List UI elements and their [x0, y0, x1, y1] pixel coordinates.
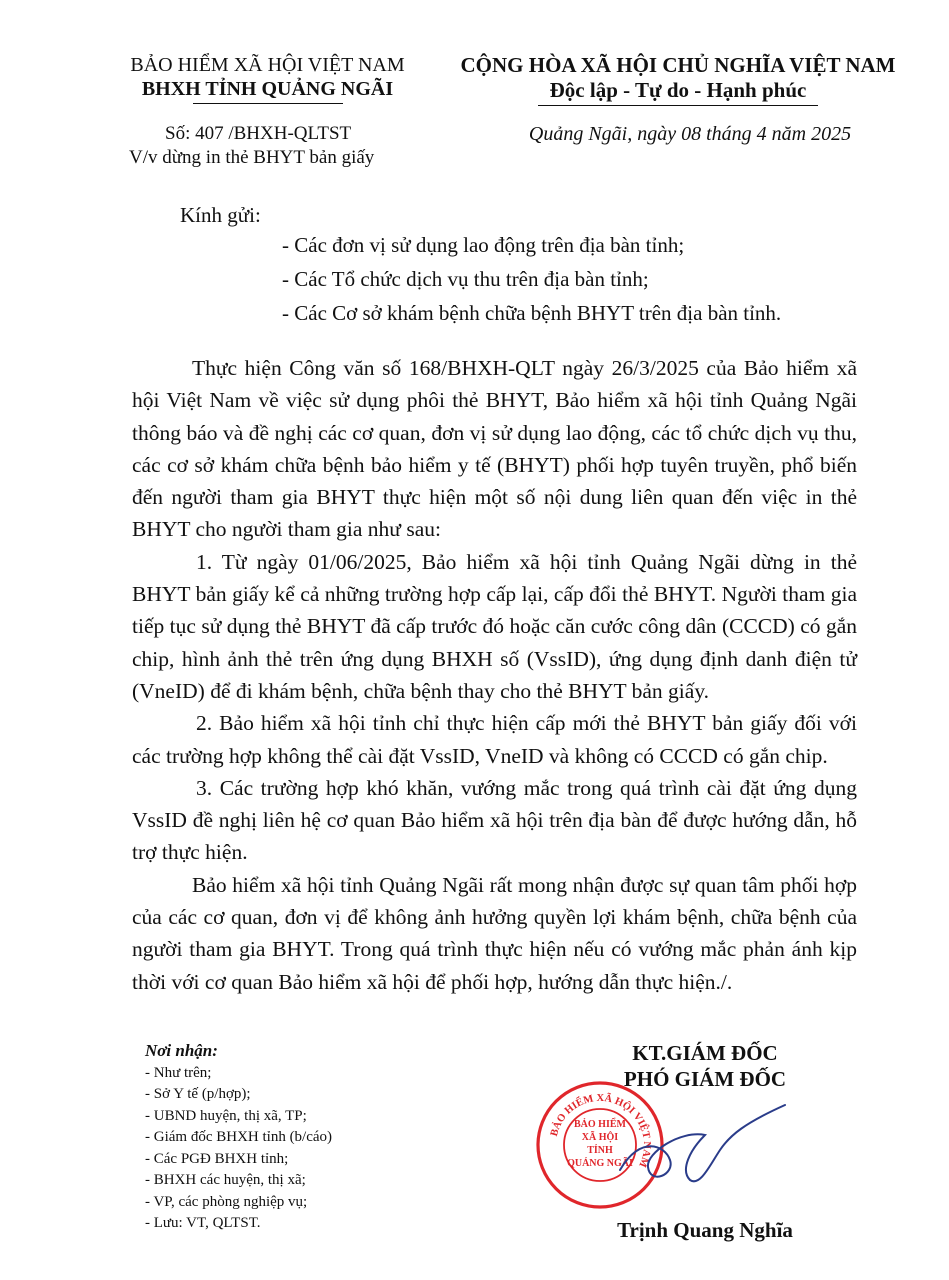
parent-organization: BẢO HIỂM XÃ HỘI VIỆT NAM	[130, 54, 405, 76]
receiver-item: - Như trên;	[145, 1064, 212, 1081]
item-3-paragraph: 3. Các trường hợp khó khăn, vướng mắc trong quá trình cài đặt ứng dụng VssID đề nghị liên hệ cơ quan Bảo hiểm xã hội trên địa bàn để được hướng dẫn, hỗ trợ thực hiện.	[132, 775, 857, 865]
signer-name: Trịnh Quang Nghĩa	[617, 1218, 793, 1242]
item-1-paragraph: 1. Từ ngày 01/06/2025, Bảo hiểm xã hội tỉnh Quảng Ngãi dừng in thẻ BHYT bản giấy kể cả những trường hợp cấp lại, cấp đổi thẻ BHYT. Người tham gia tiếp tục sử dụng thẻ BHYT đã cấp trước đó hoặc căn cước công dân (CCCD) có gắn chip, hình ảnh thẻ trên ứng dụng BHXH số (VssID), ứng dụng định danh điện tử (VneID) để đi khám bệnh, chữa bệnh thay cho thẻ BHYT bản giấy.	[132, 549, 857, 703]
seal-center-line: BẢO HIỂM	[574, 1119, 626, 1130]
recipient-item: - Các đơn vị sử dụng lao động trên địa bàn tỉnh;	[282, 233, 685, 257]
receiver-item: - BHXH các huyện, thị xã;	[145, 1172, 306, 1188]
receivers-title: Nơi nhận:	[145, 1041, 218, 1060]
national-header	[438, 53, 918, 106]
recipient-item: - Các Cơ sở khám bệnh chữa bệnh BHYT trên địa bàn tỉnh.	[282, 301, 782, 325]
motto-underline	[538, 105, 818, 106]
country-name: CỘNG HÒA XÃ HỘI CHỦ NGHĨA VIỆT NAM	[460, 53, 896, 77]
place-date: Quảng Ngãi, ngày 08 tháng 4 năm 2025	[528, 123, 852, 145]
letter-body	[132, 352, 857, 998]
receiver-item: - UBND huyện, thị xã, TP;	[145, 1107, 307, 1124]
receiver-item: - Lưu: VT, QLTST.	[145, 1215, 261, 1231]
recipient-list	[282, 228, 902, 330]
issuing-agency-header	[100, 53, 435, 104]
official-seal-stamp	[530, 1075, 800, 1215]
closing-paragraph: Bảo hiểm xã hội tỉnh Quảng Ngãi rất mong nhận được sự quan tâm phối hợp của các cơ quan, đơn vị để không ảnh hưởng quyền lợi khám bệnh, chữa bệnh của người tham gia BHYT. Trong quá trình thực hiện nếu có vướng mắc phản ánh kịp thời với cơ quan Bảo hiểm xã hội để phối hợp, hướng dẫn thực hiện./.	[132, 872, 857, 994]
greeting: Kính gửi:	[180, 203, 261, 227]
receiver-item: - Các PGĐ BHXH tỉnh;	[145, 1150, 289, 1167]
receiver-item: - VP, các phòng nghiệp vụ;	[145, 1193, 308, 1210]
seal-center-line: QUẢNG NGÃI	[567, 1158, 633, 1169]
signer-role-1: KT.GIÁM ĐỐC	[632, 1041, 778, 1065]
seal-ring-text: BẢO HIỂM XÃ HỘI VIỆT NAM	[548, 1092, 653, 1169]
signer-role-2: PHÓ GIÁM ĐỐC	[623, 1067, 787, 1091]
seal-center-line: XÃ HỘI	[581, 1132, 619, 1143]
receivers-block	[145, 1040, 475, 1235]
header-underline	[193, 103, 343, 104]
national-motto: Độc lập - Tự do - Hạnh phúc	[549, 78, 807, 102]
item-2-paragraph: 2. Bảo hiểm xã hội tỉnh chỉ thực hiện cấp mới thẻ BHYT bản giấy đối với các trường hợp không thể cài đặt VssID, VneID và không có CCCD có gắn chip.	[132, 711, 857, 768]
issuing-organization: BHXH TỈNH QUẢNG NGÃI	[141, 78, 394, 100]
seal-and-signature	[530, 1075, 800, 1215]
seal-center-line: TỈNH	[587, 1145, 613, 1156]
intro-paragraph: Thực hiện Công văn số 168/BHXH-QLT ngày 26/3/2025 của Bảo hiểm xã hội Việt Nam về việc sử dụng phôi thẻ BHYT, Bảo hiểm xã hội tỉnh Quảng Ngãi thông báo và đề nghị các cơ quan, đơn vị sử dụng lao động, các tổ chức dịch vụ thu, các cơ sở khám chữa bệnh bảo hiểm y tế (BHYT) phối hợp tuyên truyền, phổ biến đến người tham gia BHYT thực hiện một số nội dung liên quan đến việc in thẻ BHYT cho người tham gia như sau:	[132, 356, 857, 542]
receiver-item: - Sở Y tế (p/hợp);	[145, 1086, 251, 1102]
document-subject: V/v dừng in thẻ BHYT bản giấy	[129, 147, 375, 168]
document-reference	[125, 122, 455, 170]
receiver-item: - Giám đốc BHXH tỉnh (b/cáo)	[145, 1129, 333, 1145]
recipient-item: - Các Tổ chức dịch vụ thu trên địa bàn tỉnh;	[282, 267, 649, 291]
document-number: Số: 407 /BHXH-QLTST	[165, 123, 352, 144]
